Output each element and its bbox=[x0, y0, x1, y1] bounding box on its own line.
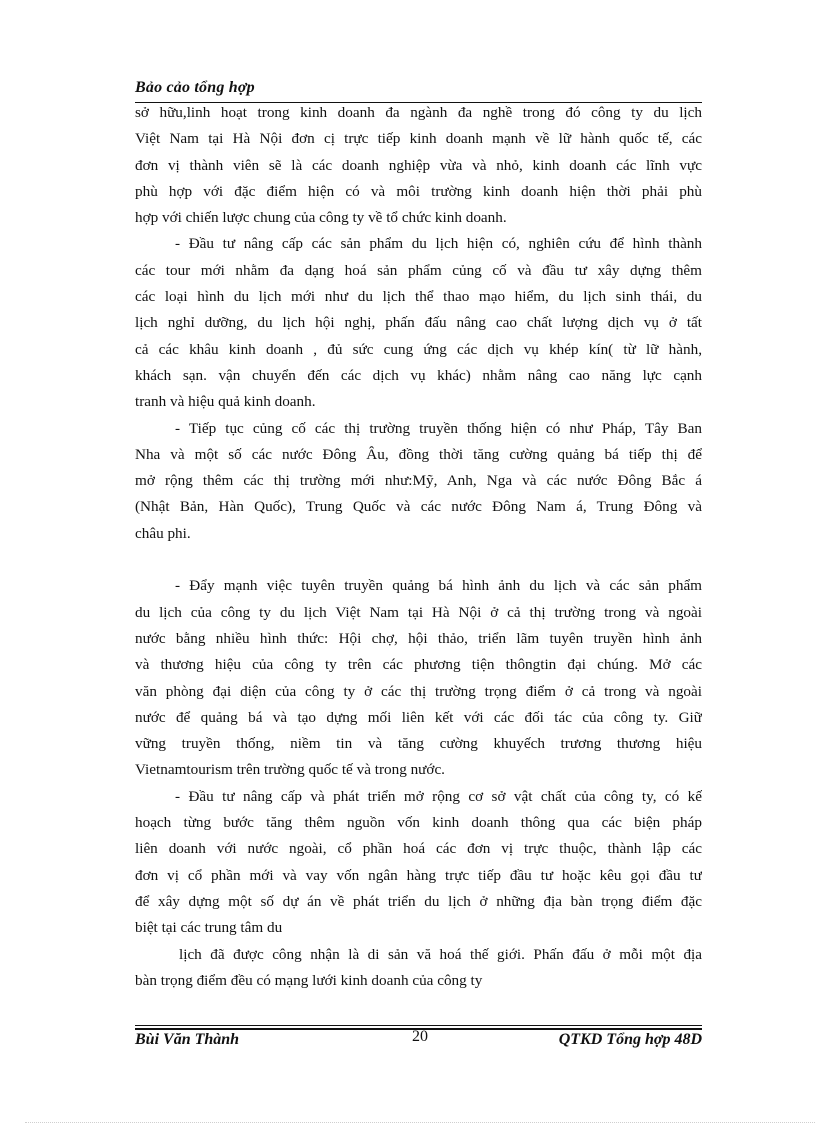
text-line: nước bằng nhiều hình thức: Hội chợ, hội thảo, triển lãm tuyên truyền hình ảnh bbox=[135, 629, 702, 647]
text-line: mở rộng thêm các thị trường mới như:Mỹ, Anh, Nga và các nước Đông Bắc á bbox=[135, 472, 702, 490]
paragraph-gap bbox=[135, 547, 702, 573]
text-line: - Đầu tư nâng cấp các sản phẩm du lịch hiện có, nghiên cứu để hình thành bbox=[175, 235, 702, 253]
text-line: vững truyền thống, niềm tin và tăng cường khuyếch trương thương hiệu bbox=[135, 735, 702, 753]
text-line: phù hợp với đặc điểm hiện có và môi trường kinh doanh hiện thời phải phù bbox=[135, 182, 702, 200]
text-line: (Nhật Bản, Hàn Quốc), Trung Quốc và các nước Đông Nam á, Trung Đông và bbox=[135, 498, 702, 516]
page-number: 20 bbox=[412, 1028, 428, 1045]
footer-class-name: QTKD Tổng hợp 48D bbox=[558, 1031, 702, 1048]
text-line: văn phòng đại diện của công ty ở các thị trường trọng điểm ở cả trong và ngoài bbox=[135, 682, 702, 700]
text-line: lịch nghỉ dưỡng, du lịch hội nghị, phấn đấu nâng cao chất lượng dịch vụ ở tất bbox=[135, 314, 702, 332]
text-line: cả các khâu kinh doanh , đủ sức cung ứng các dịch vụ khép kín( từ lữ hành, bbox=[135, 340, 702, 358]
text-line: Vietnamtourism trên trường quốc tế và trong nước. bbox=[135, 761, 445, 779]
text-line: châu phi. bbox=[135, 524, 191, 542]
text-line: lịch đã được công nhận là di sản vă hoá thế giới. Phấn đấu ở mỗi một địa bbox=[179, 945, 702, 963]
text-line: đơn vị cổ phần mới và vay vốn ngân hàng trực tiếp đầu tư hoặc kêu gọi đầu tư bbox=[135, 866, 702, 884]
text-line: tranh và hiệu quả kinh doanh. bbox=[135, 393, 316, 411]
text-line: các tour mới nhằm đa dạng hoá sản phẩm củng cố và đầu tư xây dựng thêm bbox=[135, 261, 702, 279]
text-line: hoạch từng bước tăng thêm nguồn vốn kinh doanh thông qua các biện pháp bbox=[135, 814, 702, 832]
text-line: liên doanh với nước ngoài, cổ phần hoá các đơn vị trực thuộc, thành lập các bbox=[135, 840, 702, 858]
text-line: hợp với chiến lược chung của công ty về tổ chức kinh doanh. bbox=[135, 209, 507, 227]
footer-author: Bùi Văn Thành bbox=[135, 1031, 240, 1048]
text-line: và thương hiệu của công ty trên các phương tiện thôngtin đại chúng. Mở các bbox=[135, 656, 702, 674]
text-line: Việt Nam tại Hà Nội đơn cị trực tiếp kinh doanh mạnh về lữ hành quốc tế, các bbox=[135, 130, 702, 148]
text-line: các loại hình du lịch mới như du lịch thể thao mạo hiểm, du lịch sinh thái, du bbox=[135, 288, 702, 306]
text-line: để xây dựng một số dự án về phát triển du lịch ở những địa bàn trọng điểm đặc bbox=[135, 892, 702, 910]
text-line: du lịch của công ty du lịch Việt Nam tại Hà Nội ở cả thị trường trong và ngoài bbox=[135, 603, 702, 621]
text-line: - Đầu tư nâng cấp và phát triển mở rộng cơ sở vật chất của công ty, có kế bbox=[175, 787, 702, 805]
text-line: khách sạn. vận chuyển đến các dịch vụ khác) nhằm nâng cao năng lực cạnh bbox=[135, 366, 702, 384]
body-text bbox=[135, 100, 702, 994]
text-line: biệt tại các trung tâm du bbox=[135, 919, 283, 937]
text-line: - Đẩy mạnh việc tuyên truyền quảng bá hình ảnh du lịch và các sản phẩm bbox=[175, 577, 702, 595]
text-line: nước để quảng bá và tạo dựng mối liên kết với các đối tác của công ty. Giữ bbox=[135, 708, 702, 726]
header-title: Bảo cảo tổng hợp bbox=[135, 79, 255, 96]
text-line: Nha và một số các nước Đông Âu, đồng thời tăng cường quảng bá tiếp thị để bbox=[135, 445, 702, 463]
text-line: đơn vị thành viên sẽ là các doanh nghiệp vừa và nhỏ, kinh doanh các lĩnh vực bbox=[135, 156, 702, 174]
text-line: sở hữu,linh hoạt trong kinh doanh đa ngành đa nghề trong đó công ty du lịch bbox=[135, 104, 702, 121]
text-line: - Tiếp tục củng cố các thị trường truyền thống hiện có như Pháp, Tây Ban bbox=[175, 419, 702, 437]
text-line: bàn trọng điểm đều có mạng lưới kinh doanh của công ty bbox=[135, 971, 483, 989]
footer-divider bbox=[135, 1025, 702, 1026]
